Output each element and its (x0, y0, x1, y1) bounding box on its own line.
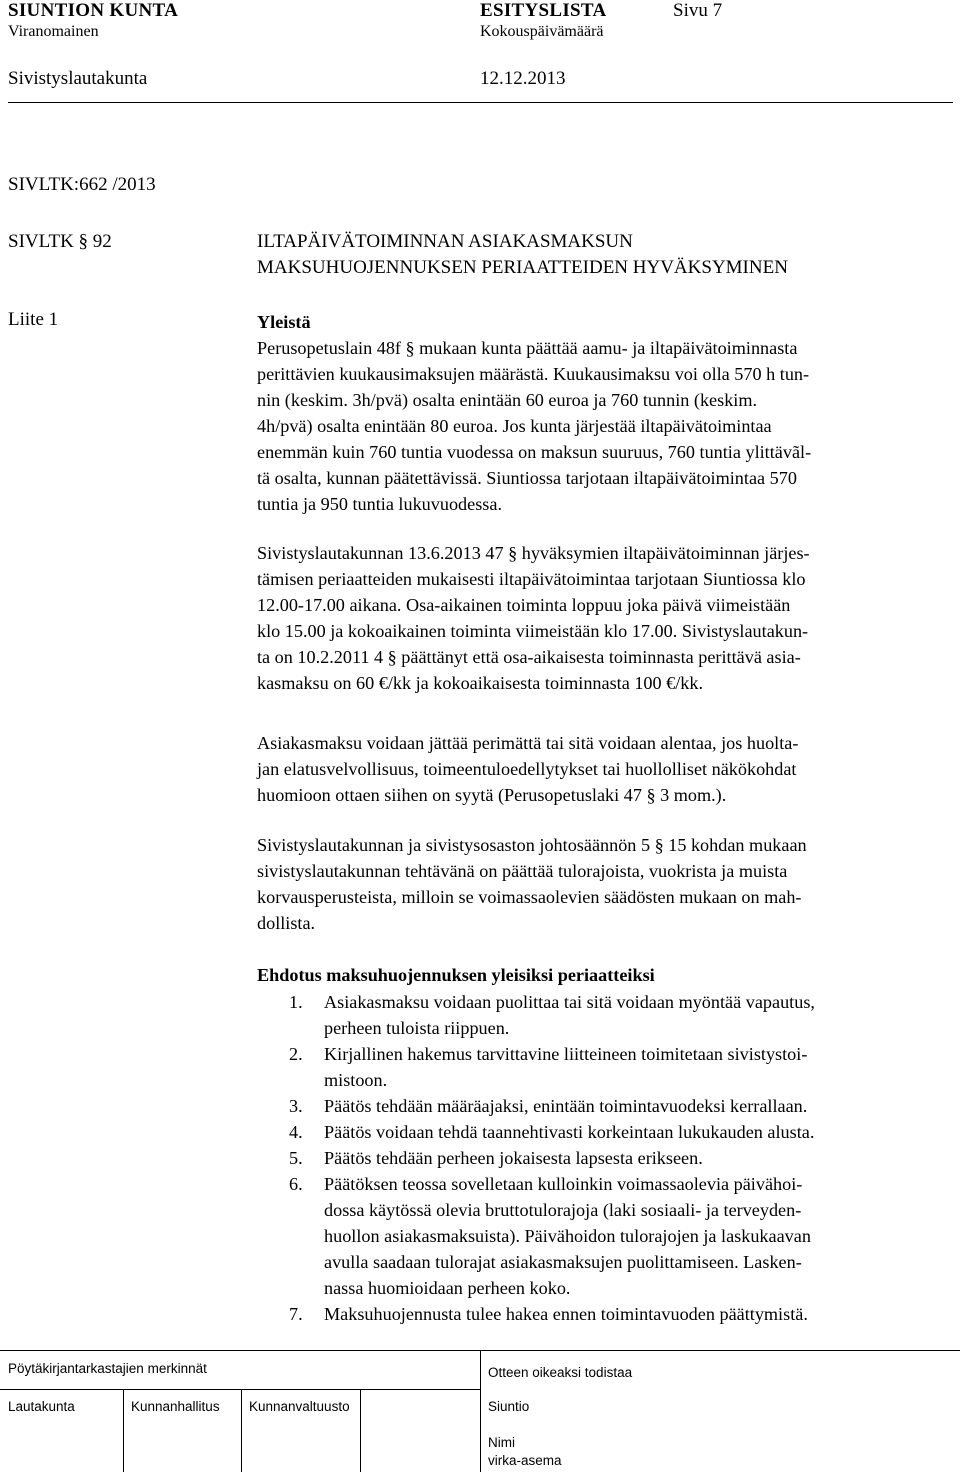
date-label: Kokouspäivämäärä (480, 23, 604, 40)
authority-label: Viranomainen (8, 23, 99, 40)
attachment-label: Liite 1 (8, 309, 59, 330)
list-item-line: Päätös tehdään määräajaksi, enintään toimintavuodeksi kerrallaan. (324, 1096, 808, 1116)
footer-column-divider (480, 1351, 481, 1472)
list-item (289, 1301, 957, 1327)
para3-line: jan elatusvelvollisuus, toimeentuloedellytykset tai huollolliset näkökohdat (257, 759, 797, 779)
para1-line: Perusopetuslain 48f § mukaan kunta päättää aamu- ja iltapäivätoiminnasta (257, 338, 798, 358)
paragraph-4 (257, 832, 957, 936)
para2-line: ta on 10.2.2011 4 § päättänyt että osa-aikaisesta toiminnasta perittävä asia- (257, 647, 801, 667)
footer-row-divider (0, 1389, 480, 1390)
para1-line: enemmän kuin 760 tuntia vuodessa on maksun suuruus, 760 tuntia ylittävãl- (257, 442, 812, 462)
footer-cell-divider (123, 1389, 124, 1472)
list-item-number: 7. (289, 1304, 303, 1324)
title-label: virka-asema (488, 1453, 562, 1468)
para2-line: klo 15.00 ja kokoaikainen toiminta viimeistään klo 17.00. Sivistyslautakun- (257, 621, 809, 641)
list-item-number: 5. (289, 1148, 303, 1168)
proposal-heading-wrap (257, 962, 957, 988)
para2-line: tämisen periaatteiden mukaisesti iltapäivätoimintaa tarjotaan Siuntiossa klo (257, 569, 806, 589)
list-item (289, 1119, 957, 1145)
list-item (289, 989, 957, 1041)
paragraph-3 (257, 730, 957, 808)
para3-line: huomioon ottaen siihen on syytä (Perusopetuslaki 47 § 3 mom.). (257, 785, 727, 805)
list-item (289, 1041, 957, 1093)
header-divider (8, 102, 953, 103)
footer-signature-table (0, 1350, 960, 1472)
document-type: ESITYSLISTA (480, 0, 607, 21)
list-item-line: Asiakasmaksu voidaan puolittaa tai sitä voidaan myöntää vapautus, (324, 992, 815, 1012)
general-heading: Yleistä (257, 312, 311, 332)
para2-line: Sivistyslautakunnan 13.6.2013 47 § hyväksymien iltapäivätoiminnan järjes- (257, 543, 810, 563)
footer-cell-divider (360, 1389, 361, 1472)
list-item-number: 2. (289, 1044, 303, 1064)
footer-cell-divider (241, 1389, 242, 1472)
municipality-name: SIUNTION KUNTA (8, 0, 179, 21)
para2-line: 12.00-17.00 aikana. Osa-aikainen toiminta loppuu joka päivä viimeistään (257, 595, 791, 615)
para4-line: dollista. (257, 913, 316, 933)
list-item-line: Päätös tehdään perheen jokaisesta lapsesta erikseen. (324, 1148, 703, 1168)
para2-line: kasmaksu on 60 €/kk ja kokoaikaisesta toiminnasta 100 €/kk. (257, 673, 704, 693)
para3-line: Asiakasmaksu voidaan jättää perimättä tai sitä voidaan alentaa, jos huolta- (257, 733, 799, 753)
place-label: Siuntio (488, 1399, 530, 1414)
reviewers-label: Pöytäkirjantarkastajien merkinnät (8, 1361, 207, 1376)
list-item-number: 4. (289, 1122, 303, 1142)
list-item-number: 3. (289, 1096, 303, 1116)
list-item-number: 6. (289, 1174, 303, 1194)
list-item-number: 1. (289, 992, 303, 1012)
list-item-line: huollon asiakasmaksuista). Päivähoidon tulorajojen ja laskukaavan (324, 1226, 811, 1246)
council-label: Kunnanvaltuusto (249, 1399, 350, 1414)
list-item (289, 1093, 957, 1119)
list-item-line: nassa huomioidaan perheen koko. (324, 1278, 571, 1298)
list-item-line: Maksuhuojennusta tulee hakea ennen toimintavuoden päättymistä. (324, 1304, 808, 1324)
list-item-line: Päätös voidaan tehdä taannehtivasti korkeintaan lukukauden alusta. (324, 1122, 815, 1142)
meeting-date: 12.12.2013 (480, 68, 566, 89)
para4-line: Sivistyslautakunnan ja sivistysosaston johtosäännön 5 § 15 kohdan mukaan (257, 835, 807, 855)
para1-line: nin (keskim. 3h/pvä) osalta enintään 60 euroa ja 760 tunnin (keskim. (257, 390, 758, 410)
para1-line: 4h/pvä) osalta enintään 80 euroa. Jos kunta järjestää iltapäivätoimintaa (257, 416, 772, 436)
case-title-line1: ILTAPÄIVÄTOIMINNAN ASIAKASMAKSUN (257, 231, 633, 252)
proposal-heading: Ehdotus maksuhuojennuksen yleisiksi periaatteiksi (257, 965, 655, 985)
case-reference: SIVLTK:662 /2013 (8, 174, 156, 195)
para1-line: tä osalta, kunnan päätettävissä. Siuntiossa tarjotaan iltapäivätoimintaa 570 (257, 468, 797, 488)
list-item-line: Kirjallinen hakemus tarvittavine liitteineen toimitetaan sivistystoi- (324, 1044, 808, 1064)
paragraph-2 (257, 540, 957, 696)
list-item-line: mistoon. (324, 1070, 388, 1090)
authority: Sivistyslautakunta (8, 68, 148, 89)
list-item (289, 1171, 957, 1301)
proposal-list (289, 989, 957, 1327)
general-section (257, 309, 957, 517)
para1-line: perittävien kuukausimaksujen määrästä. Kuukausimaksu voi olla 570 h tun- (257, 364, 810, 384)
section-number: SIVLTK § 92 (8, 231, 112, 252)
page-number: Sivu 7 (673, 0, 723, 21)
list-item-line: avulla saadaan tulorajat asiakasmaksujen puolittamiseen. Lasken- (324, 1252, 802, 1272)
board-label: Lautakunta (8, 1399, 75, 1414)
list-item-line: perheen tuloista riippuen. (324, 1018, 510, 1038)
list-item (289, 1145, 957, 1171)
certified-label: Otteen oikeaksi todistaa (488, 1365, 633, 1380)
list-item-line: Päätöksen teossa sovelletaan kulloinkin voimassaolevia päivähoi- (324, 1174, 803, 1194)
para4-line: sivistyslautakunnan tehtävänä on päättää tulorajoista, vuokrista ja muista (257, 861, 788, 881)
para1-line: tuntia ja 950 tuntia lukuvuodessa. (257, 494, 502, 514)
case-title-line2: MAKSUHUOJENNUKSEN PERIAATTEIDEN HYVÄKSYMINEN (257, 257, 788, 278)
executive-label: Kunnanhallitus (131, 1399, 220, 1414)
list-item-line: dossa käytössä olevia bruttotulorajoja (laki sosiaali- ja terveyden- (324, 1200, 802, 1220)
name-label: Nimi (488, 1435, 515, 1450)
para4-line: korvausperusteista, milloin se voimassaolevien säädösten mukaan on mah- (257, 887, 802, 907)
